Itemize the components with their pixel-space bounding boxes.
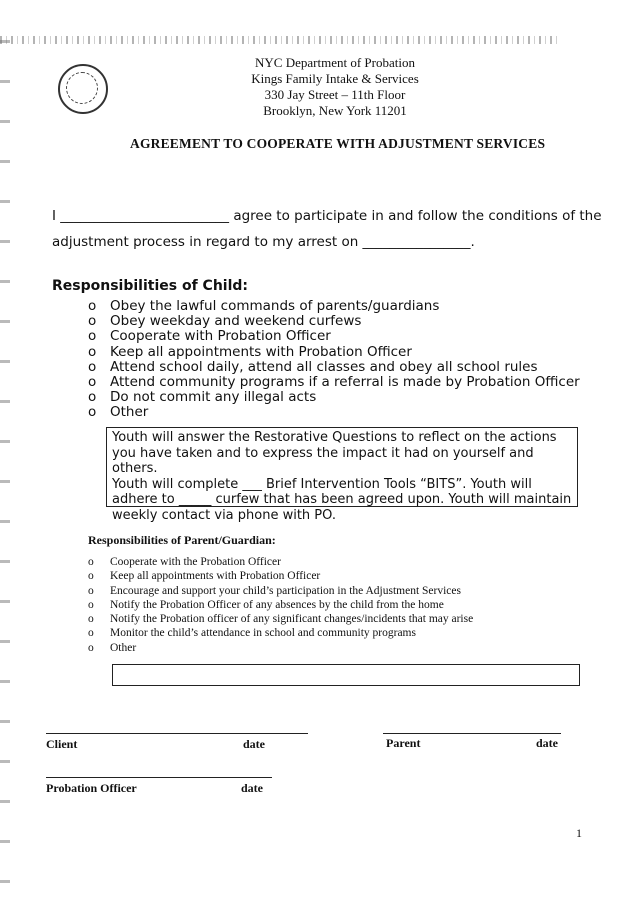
- list-item: o Other: [88, 404, 149, 421]
- list-item: o Notify the Probation officer of any significant changes/incidents that may arise: [88, 613, 474, 626]
- officer-date-label: date: [241, 781, 263, 795]
- parent-other-box[interactable]: [112, 664, 580, 686]
- document-title: AGREEMENT TO COOPERATE WITH ADJUSTMENT SERVICES: [130, 136, 546, 151]
- child-responsibility-list: [88, 299, 580, 421]
- client-label: Client: [46, 737, 78, 751]
- list-item: o Cooperate with the Probation Officer: [88, 556, 281, 568]
- parent-date-label: date: [536, 736, 558, 750]
- officer-signature-line[interactable]: [46, 777, 272, 778]
- list-item: o Monitor the child’s attendance in school and community programs: [88, 627, 416, 640]
- agreement-line-2: adjustment process in regard to my arrest on ________________.: [52, 234, 475, 250]
- parent-label: Parent: [386, 736, 421, 750]
- list-item: o Keep all appointments with Probation Officer: [88, 343, 412, 360]
- header-line-4: Brooklyn, New York 11201: [263, 103, 407, 118]
- list-item: o Cooperate with Probation Officer: [88, 328, 331, 345]
- nyc-seal-inner-icon: [66, 72, 98, 104]
- list-item: o Obey the lawful commands of parents/guardians: [88, 298, 440, 314]
- client-date-label: date: [243, 737, 265, 751]
- parent-section-title: Responsibilities of Parent/Guardian:: [88, 533, 276, 547]
- scan-artifact-top: [0, 36, 560, 44]
- officer-label: Probation Officer: [46, 781, 137, 795]
- page-number: 1: [576, 826, 582, 840]
- list-item: o Encourage and support your child’s participation in the Adjustment Services: [88, 584, 461, 597]
- list-item: o Keep all appointments with Probation Officer: [88, 570, 321, 583]
- list-item: o Other: [88, 641, 137, 654]
- header-line-2: Kings Family Intake & Services: [251, 71, 419, 86]
- header-line-3: 330 Jay Street – 11th Floor: [264, 87, 406, 102]
- header-line-1: NYC Department of Probation: [255, 55, 415, 70]
- parent-responsibility-list: [88, 555, 473, 655]
- scan-artifact-left: [0, 40, 10, 900]
- list-item: o Do not commit any illegal acts: [88, 389, 317, 406]
- list-item: o Attend community programs if a referral is made by Probation Officer: [88, 373, 580, 390]
- child-other-text: Youth will answer the Restorative Questions to reflect on the actions you have taken and to express the impact it had on yourself and others. Youth will complete ___ Brief Intervention Tools “BITS”. Youth will adhere to _____ curfew that has been agreed upon. Youth will maintain weekly contact via phone with PO.: [112, 430, 572, 523]
- agreement-line-1: I _________________________ agree to participate in and follow the conditions of the: [52, 208, 602, 224]
- list-item: o Attend school daily, attend all classes and obey all school rules: [88, 358, 538, 375]
- list-item: o Notify the Probation Officer of any absences by the child from the home: [88, 598, 444, 611]
- parent-signature-line[interactable]: [383, 733, 561, 734]
- child-section-title: Responsibilities of Child:: [52, 278, 248, 294]
- list-item: o Obey weekday and weekend curfews: [88, 313, 362, 330]
- client-signature-line[interactable]: [46, 733, 308, 734]
